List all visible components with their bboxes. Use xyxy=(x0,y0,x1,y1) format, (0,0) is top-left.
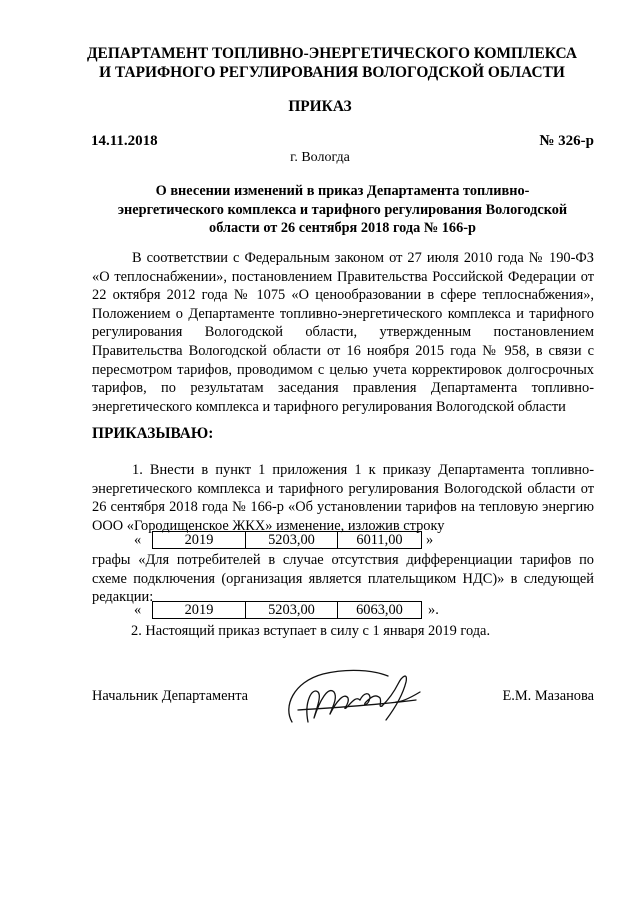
document-subject xyxy=(92,182,593,238)
orders-heading: ПРИКАЗЫВАЮ: xyxy=(92,425,214,442)
column-description: графы «Для потребителей в случае отсутствия дифференциации тарифов по схеме подключения (организация является плательщиком НДС)» в следующей редакции: xyxy=(92,552,594,606)
new-row-year: 2019 xyxy=(153,602,246,619)
old-row-close-quote: » xyxy=(426,532,434,548)
department-line-2: И ТАРИФНОГО РЕГУЛИРОВАНИЯ ВОЛОГОДСКОЙ ОБЛАСТИ xyxy=(99,64,565,81)
subject-line-1: О внесении изменений в приказ Департамента топливно- xyxy=(155,183,530,199)
signer-title: Начальник Департамента xyxy=(92,688,249,704)
signer-name: Е.М. Мазанова xyxy=(502,688,594,704)
new-row-open-quote: « xyxy=(134,602,142,618)
document-number: № 326-р xyxy=(539,133,594,149)
new-tariff-row xyxy=(92,601,594,621)
new-tariff-table xyxy=(152,601,422,619)
old-row-value-2: 6011,00 xyxy=(338,532,422,549)
document-type: ПРИКАЗ xyxy=(288,98,352,115)
document-date: 14.11.2018 xyxy=(91,133,158,149)
old-row-year: 2019 xyxy=(153,532,246,549)
intro-paragraph: В соответствии с Федеральным законом от 27 июля 2010 года № 190-ФЗ «О теплоснабжении», постановлением Правительства Российской Федерации от 22 октября 2012 года № 1075 «О ценообразовании в сфере теплоснабжения», Положением о Департаменте топливно-энергетического комплекса и тарифного регулирования Вологодской области, утвержденным постановлением Правительства Вологодской области от 16 ноября 2015 года № 958, в связи с пересмотром тарифов, проводимом с целью учета корректировок долгосрочных тарифов, по результатам заседания правления Департамента топливно-энергетического комплекса и тарифного регулирования Вологодской области xyxy=(92,250,594,415)
table-row xyxy=(153,602,422,619)
new-row-value-2: 6063,00 xyxy=(338,602,422,619)
new-row-close-quote: ». xyxy=(428,602,439,618)
subject-line-3: области от 26 сентября 2018 года № 166-р xyxy=(209,220,476,236)
handwritten-signature xyxy=(278,662,428,738)
department-name xyxy=(70,44,594,82)
document-city: г. Вологда xyxy=(290,150,350,165)
old-row-value-1: 5203,00 xyxy=(246,532,338,549)
new-row-value-1: 5203,00 xyxy=(246,602,338,619)
old-row-open-quote: « xyxy=(134,532,142,548)
subject-line-2: энергетического комплекса и тарифного регулирования Вологодской xyxy=(117,201,568,218)
old-tariff-table xyxy=(152,531,422,549)
department-line-1: ДЕПАРТАМЕНТ ТОПЛИВНО-ЭНЕРГЕТИЧЕСКОГО КОМПЛЕКСА xyxy=(86,45,578,62)
item-1-paragraph: 1. Внести в пункт 1 приложения 1 к приказу Департамента топливно-энергетического комплекса и тарифного регулирования Вологодской области от 26 сентября 2018 года № 166-р «Об установлении тарифов на тепловую энергию ООО «Городищенское ЖКХ» изменение, изложив строку xyxy=(92,462,594,534)
item-2-paragraph: 2. Настоящий приказ вступает в силу с 1 января 2019 года. xyxy=(131,623,491,639)
old-tariff-row xyxy=(92,531,594,551)
table-row xyxy=(153,532,422,549)
